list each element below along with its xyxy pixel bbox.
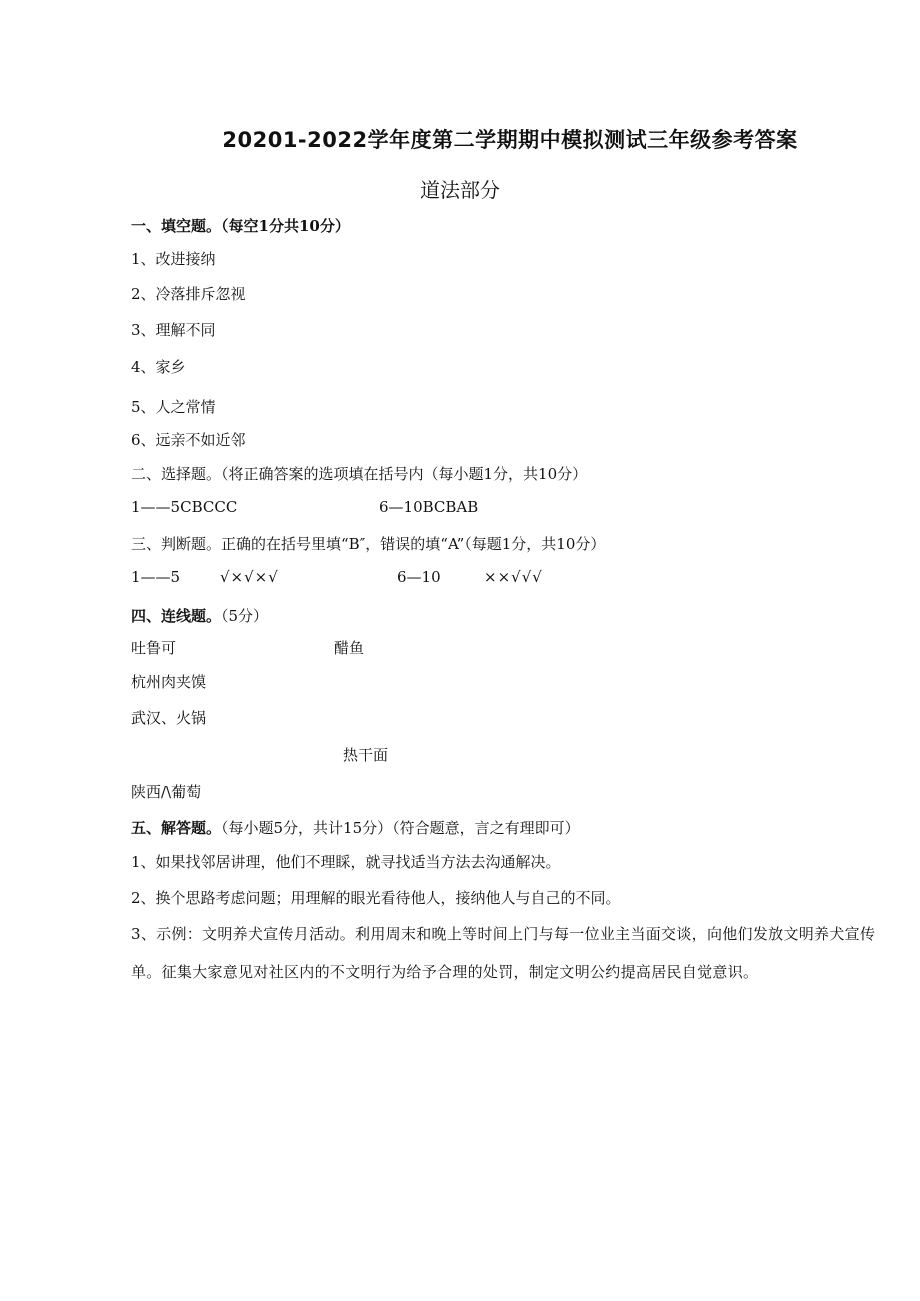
answer-item: 3、示例：文明养犬宣传月活动。利用周末和晚上等时间上门与每一位业主当面交谈，向他们发放文明养犬宣传单。征集大家意见对社区内的不文明行为给予合理的处罚，制定文明公约提高居民自觉意识。 — [131, 925, 876, 981]
list-item: 6、远亲不如近邻 — [131, 431, 246, 449]
answer-note: （每小题5分，共计15分）（符合题意，言之有理即可） — [221, 819, 580, 837]
section-subtitle: 道法部分 — [420, 178, 500, 202]
matching-left-item: 杭州肉夹馍 — [131, 673, 207, 691]
fill-blank-note: （每空1分共10分） — [221, 217, 350, 235]
document-title: 20201-2022学年度第二学期期中模拟测试三年级参考答案 — [222, 128, 798, 152]
matching-note: （5分） — [221, 607, 269, 625]
fill-blank-heading: 一、填空题。 — [131, 217, 222, 235]
fill-blank-heading-row — [131, 216, 350, 236]
matching-heading: 四、连线题。 — [131, 607, 222, 625]
matching-left-item: 吐鲁可 — [131, 639, 177, 657]
list-item: 4、家乡 — [131, 358, 186, 376]
answer-heading: 五、解答题。 — [131, 819, 222, 837]
judge-range-right: 6—10 — [397, 568, 441, 586]
judge-range-left: 1——5 — [131, 568, 181, 586]
matching-right-item: 醋鱼 — [334, 639, 365, 657]
judge-marks-right: ××√√√ — [484, 568, 543, 586]
choice-answers-left: 1——5CBCCC — [131, 498, 238, 516]
matching-right-item: 热干面 — [343, 746, 389, 764]
answer-item: 1、如果找邻居讲理，他们不理睬，就寻找适当方法去沟通解决。 — [131, 853, 561, 871]
answer-item: 2、换个思路考虑问题；用理解的眼光看待他人，接纳他人与自己的不同。 — [131, 889, 621, 907]
list-item: 3、理解不同 — [131, 321, 216, 339]
answer-heading-row — [131, 818, 580, 838]
choice-heading: 二、选择题。（将正确答案的选项填在括号内（每小题1分，共10分） — [131, 465, 588, 483]
judge-heading: 三、判断题。正确的在括号里填“B″，错误的填“A”（每题1分，共10分） — [131, 535, 606, 553]
list-item: 5、人之常情 — [131, 398, 216, 416]
list-item: 1、改进接纳 — [131, 250, 216, 268]
matching-heading-row — [131, 606, 268, 626]
judge-marks-left: √×√×√ — [220, 568, 279, 586]
choice-answers-right: 6—10BCBAB — [379, 498, 479, 516]
matching-left-item: 武汉、火锅 — [131, 709, 207, 727]
list-item: 2、冷落排斥忽视 — [131, 285, 246, 303]
matching-left-item: 陕西/\葡萄 — [131, 783, 202, 801]
